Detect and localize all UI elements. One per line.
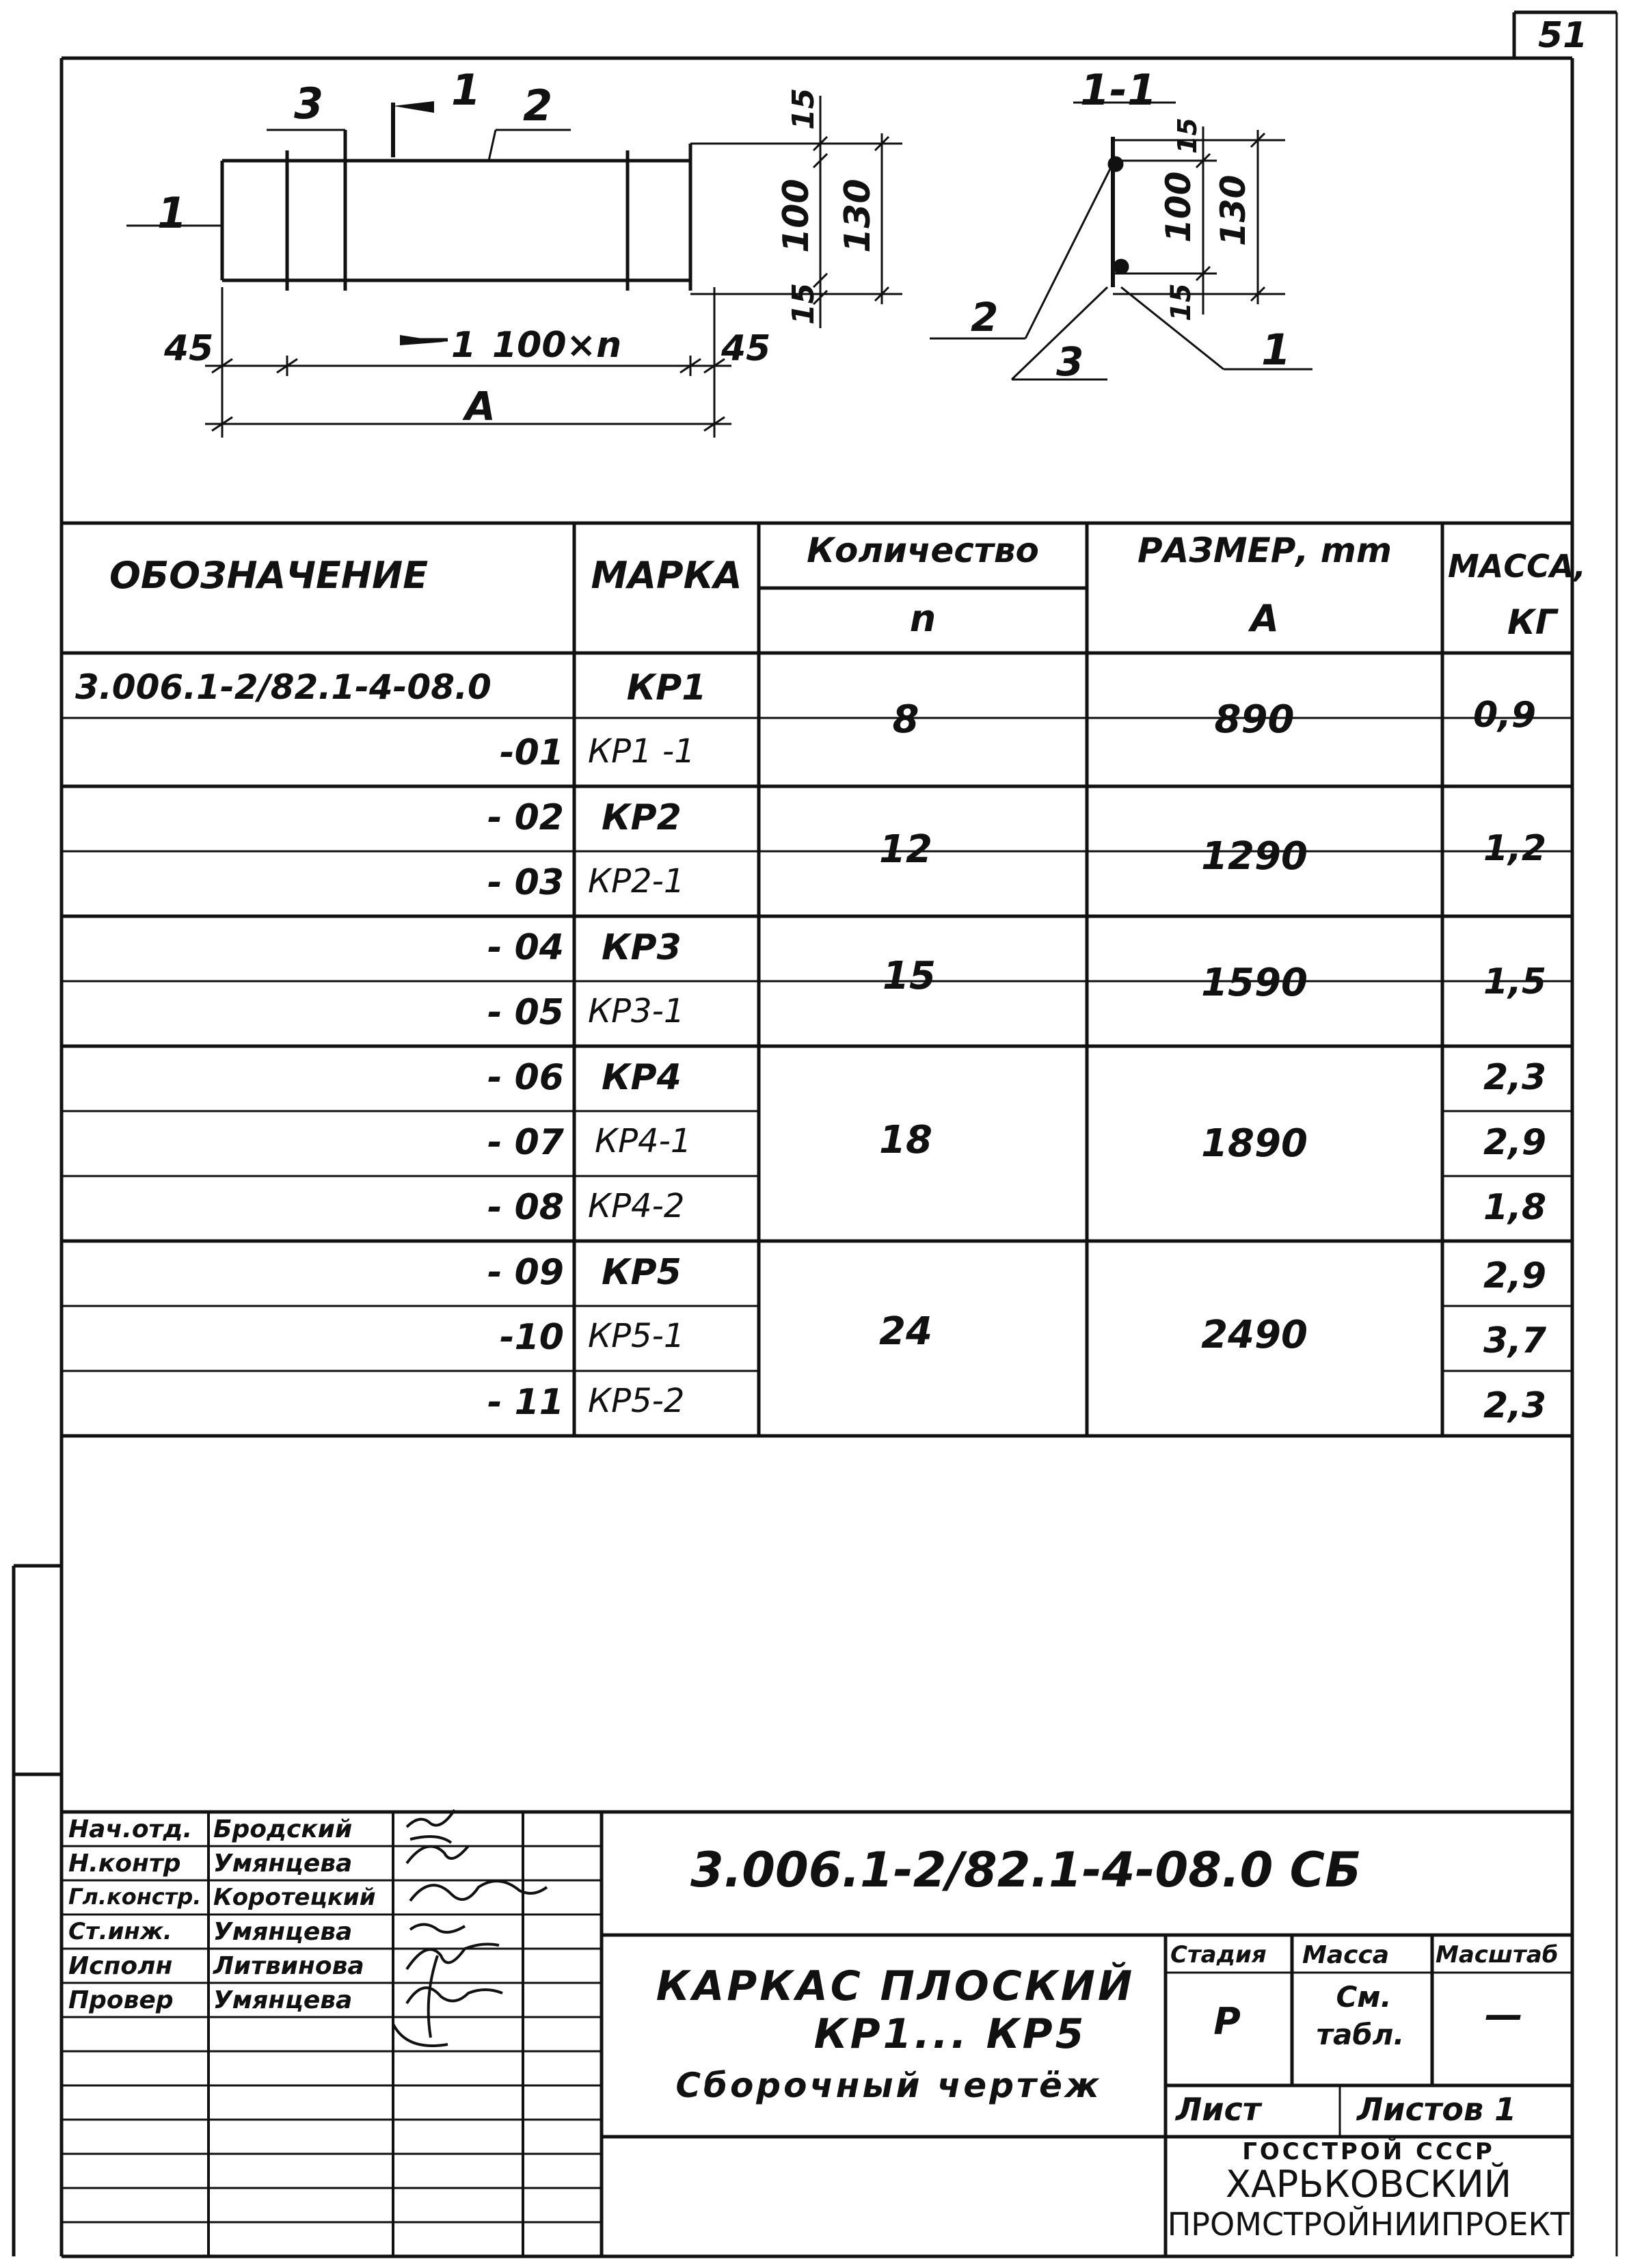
- sheet-label: Лист: [1176, 2091, 1261, 2128]
- mass-value-1: См.: [1336, 1980, 1392, 2014]
- row-designation: - 08: [487, 1187, 564, 1228]
- group-quantity: 18: [879, 1118, 932, 1162]
- title-line-2: КР1... КР5: [813, 2010, 1087, 2058]
- header-size-sub: A: [1250, 597, 1279, 640]
- section-title: 1-1: [1080, 65, 1157, 115]
- row-mark: КР1 -1: [588, 732, 695, 771]
- title-line-3: Сборочный чертёж: [675, 2066, 1102, 2105]
- group-quantity: 8: [892, 697, 919, 742]
- row-mark: КР3: [602, 927, 682, 968]
- group-quantity: 24: [879, 1309, 932, 1354]
- elev-cut-label-bottom: 1: [451, 325, 476, 366]
- sign-role: Нач.отд.: [68, 1815, 193, 1843]
- row-mark: КР5: [602, 1252, 682, 1293]
- sign-role: Гл.констр.: [68, 1884, 202, 1910]
- sign-name: Бродский: [213, 1815, 353, 1843]
- dim-inner-height: 100: [776, 178, 817, 253]
- dim-outer-height: 130: [837, 178, 878, 253]
- group-size: 890: [1214, 697, 1295, 742]
- group-quantity: 15: [883, 954, 936, 998]
- header-designation: ОБОЗНАЧЕНИЕ: [109, 554, 429, 597]
- row-mark: КР4-2: [588, 1187, 685, 1225]
- elev-pos3-label: 3: [294, 79, 324, 129]
- group-size: 1890: [1201, 1121, 1308, 1166]
- scale-label: Масштаб: [1436, 1941, 1559, 1969]
- row-designation: 3.006.1-2/82.1-4-08.0: [75, 667, 492, 707]
- row-mark: КР5-2: [588, 1382, 685, 1420]
- org-line-1: ГОССТРОЙ СССР: [1242, 2138, 1495, 2165]
- sign-name: Умянцева: [213, 1850, 353, 1878]
- header-size: РАЗМЕР, mm: [1137, 531, 1392, 570]
- elev-pos2-label: 2: [523, 81, 553, 131]
- stage-label: Стадия: [1170, 1941, 1267, 1969]
- header-quantity-sub: n: [909, 597, 937, 640]
- row-mass: 2,9: [1483, 1122, 1547, 1163]
- org-line-3: ПРОМСТРОЙНИИПРОЕКТ: [1167, 2206, 1570, 2243]
- elev-pos1-label: 1: [157, 188, 187, 238]
- dim-top-offset: 15: [786, 88, 821, 130]
- sign-role: Н.контр: [68, 1850, 181, 1878]
- sign-role: Провер: [68, 1986, 174, 2014]
- group-size: 1590: [1201, 961, 1308, 1005]
- dim-left-edge: 45: [164, 328, 214, 369]
- title-line-1: КАРКАС ПЛОСКИЙ: [656, 1962, 1135, 2010]
- sign-name: Литвинова: [213, 1952, 364, 1980]
- row-designation: -10: [500, 1317, 564, 1358]
- row-mass: 1,2: [1483, 828, 1547, 869]
- dim-pitch: 100×n: [492, 325, 622, 366]
- row-mark: КР3-1: [588, 992, 685, 1030]
- sign-role: Ст.инж.: [68, 1918, 172, 1945]
- row-mark: КР4-1: [595, 1122, 692, 1160]
- row-designation: - 02: [487, 797, 564, 838]
- dim-right-edge: 45: [721, 328, 771, 369]
- section-dim-bottom-offset: 15: [1166, 283, 1197, 321]
- row-mass: 3,7: [1483, 1320, 1547, 1361]
- header-mark: МАРКА: [591, 554, 742, 597]
- row-mass: 1,8: [1483, 1187, 1547, 1228]
- row-mass: 2,3: [1483, 1057, 1547, 1098]
- sheets-count-label: Листов 1: [1357, 2091, 1517, 2128]
- group-size: 2490: [1201, 1313, 1308, 1357]
- org-line-2: ХАРЬКОВСКИЙ: [1225, 2163, 1512, 2206]
- sign-name: Умянцева: [213, 1918, 353, 1946]
- dim-bottom-offset: 15: [786, 282, 821, 325]
- dim-total: A: [465, 383, 496, 429]
- row-mass: 2,9: [1483, 1255, 1547, 1296]
- header-mass: МАССА,: [1448, 548, 1586, 585]
- elev-cut-label-top: 1: [451, 65, 481, 115]
- row-mark: КР4: [602, 1057, 682, 1098]
- mass-label: Масса: [1302, 1941, 1390, 1969]
- document-code: 3.006.1-2/82.1-4-08.0 СБ: [690, 1842, 1362, 1898]
- section-dim-top-offset: 15: [1172, 118, 1202, 154]
- section-pos3-label: 3: [1056, 338, 1084, 385]
- row-designation: -01: [500, 732, 564, 773]
- row-mark: КР1: [626, 667, 707, 708]
- header-quantity: Количество: [807, 531, 1039, 570]
- group-quantity: 12: [879, 827, 932, 872]
- row-designation: - 03: [487, 862, 564, 903]
- mass-value-2: табл.: [1316, 2018, 1405, 2051]
- sign-role: Исполн: [68, 1952, 173, 1980]
- row-designation: - 04: [487, 927, 564, 968]
- row-mark: КР2: [602, 797, 682, 838]
- row-designation: - 09: [487, 1252, 564, 1293]
- row-mass: 0,9: [1473, 695, 1537, 736]
- section-pos1-label: 1: [1261, 325, 1291, 375]
- row-designation: - 05: [487, 992, 564, 1033]
- row-mass: 1,5: [1483, 961, 1547, 1002]
- stage-value: Р: [1213, 2000, 1241, 2043]
- group-size: 1290: [1201, 834, 1308, 879]
- section-pos2-label: 2: [971, 294, 999, 341]
- row-mark: КР5-1: [588, 1317, 685, 1355]
- sign-name: Умянцева: [213, 1986, 353, 2014]
- header-mass-sub: КГ: [1507, 602, 1557, 642]
- section-dim-inner-height: 100: [1159, 171, 1198, 243]
- row-designation: - 11: [487, 1382, 564, 1423]
- row-designation: - 07: [487, 1122, 564, 1163]
- sign-name: Коротецкий: [213, 1884, 376, 1911]
- row-designation: - 06: [487, 1057, 564, 1098]
- section-dim-outer-height: 130: [1213, 174, 1253, 246]
- scale-value: —: [1485, 1993, 1523, 2038]
- row-mark: КР2-1: [588, 862, 685, 900]
- sheet-number: 51: [1538, 15, 1588, 56]
- row-mass: 2,3: [1483, 1385, 1547, 1426]
